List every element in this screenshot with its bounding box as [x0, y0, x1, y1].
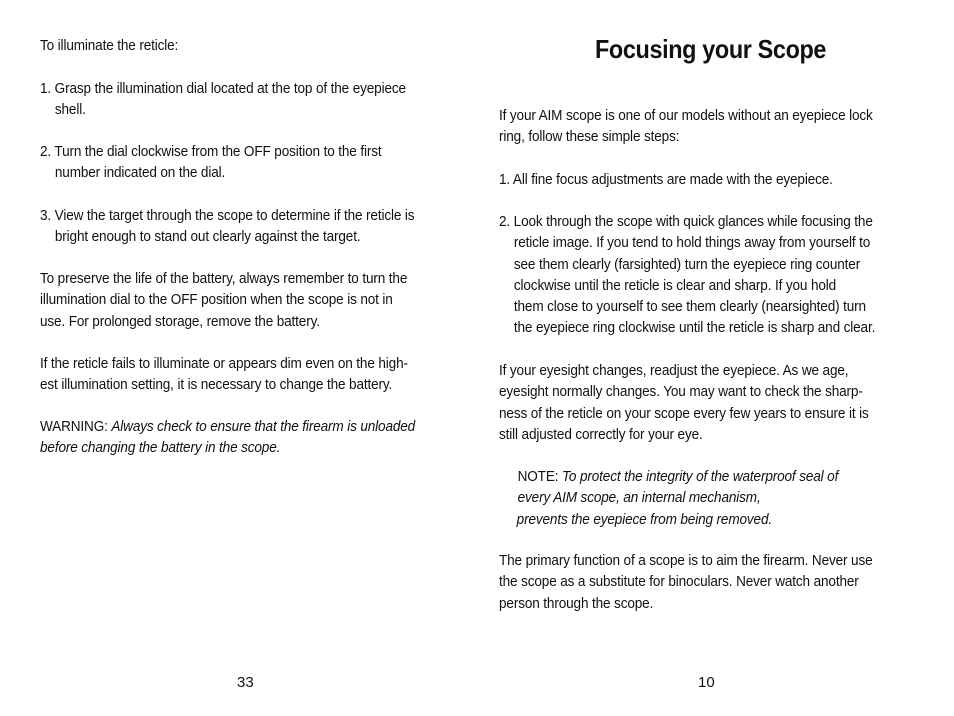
dim-line-2: est illumination setting, it is necessary to change the battery. [40, 377, 393, 394]
eyesight-line-3: ness of the reticle on your scope every few years to ensure it is [499, 405, 869, 422]
step-1-line-2: shell. [54, 102, 86, 119]
note-text-1: To protect the integrity of the waterproof seal of [562, 469, 839, 485]
right-page-number: 10 [698, 674, 715, 691]
eyesight-line-4: still adjusted correctly for your eye. [499, 426, 703, 443]
focus-step-2-line-3: see them clearly (farsighted) turn the eyepiece ring counter [513, 256, 861, 273]
warning-line-1 [40, 417, 460, 438]
step-2-line-1: 2. Turn the dial clockwise from the OFF position to the first [40, 144, 382, 160]
focus-step-2-line-5: them close to yourself to see them clearly (nearsighted) turn [513, 299, 866, 316]
focus-step-2-line-4: clockwise until the reticle is clear and sharp. If you hold [513, 277, 837, 294]
final-line-3: person through the scope. [499, 595, 654, 612]
dim-reticle-paragraph [40, 354, 460, 397]
note-label: NOTE: [517, 469, 563, 485]
final-line-2: the scope as a substitute for binoculars. Never watch another [499, 574, 859, 591]
warning-label: WARNING: [40, 419, 112, 435]
battery-line-2: illumination dial to the OFF position when the scope is not in [40, 292, 393, 309]
final-paragraph [499, 551, 919, 615]
battery-paragraph [40, 269, 460, 333]
illumination-step-2 [40, 142, 460, 185]
illumination-step-3 [40, 206, 460, 249]
focus-step-2-line-2: reticle image. If you tend to hold things away from yourself to [513, 235, 871, 252]
note-line-2: every AIM scope, an internal mechanism, [517, 490, 761, 507]
step-1-line-1: 1. Grasp the illumination dial located at the top of the eyepiece [40, 81, 406, 97]
note-paragraph [499, 467, 919, 531]
note-line-3: prevents the eyepiece from being removed. [516, 511, 772, 528]
warning-text-1: Always check to ensure that the firearm is unloaded [111, 419, 416, 435]
focus-step-2-line-6: the eyepiece ring clockwise until the reticle is sharp and clear. [513, 320, 876, 337]
eyesight-paragraph [499, 361, 919, 446]
focus-step-2 [499, 212, 919, 340]
dim-line-1: If the reticle fails to illuminate or appears dim even on the high- [40, 356, 408, 372]
focus-step-1: 1. All fine focus adjustments are made with the eyepiece. [499, 172, 833, 188]
focus-intro-line-1: If your AIM scope is one of our models without an eyepiece lock [499, 108, 873, 124]
left-page-number: 33 [237, 674, 254, 691]
step-3-line-2: bright enough to stand out clearly against the target. [54, 229, 361, 246]
step-3-line-1: 3. View the target through the scope to determine if the reticle is [40, 208, 415, 224]
eyesight-line-2: eyesight normally changes. You may want to check the sharp- [499, 384, 863, 401]
battery-line-1: To preserve the life of the battery, always remember to turn the [40, 271, 408, 287]
focus-intro-line-2: ring, follow these simple steps: [499, 129, 680, 146]
illumination-step-1 [40, 79, 460, 122]
illumination-intro: To illuminate the reticle: [40, 38, 179, 54]
battery-line-3: use. For prolonged storage, remove the battery. [40, 313, 320, 330]
page-title: Focusing your Scope [595, 34, 827, 64]
focus-intro [499, 106, 919, 149]
warning-paragraph [40, 417, 460, 460]
final-line-1: The primary function of a scope is to aim the firearm. Never use [499, 553, 873, 569]
note-line-1 [499, 467, 919, 488]
eyesight-line-1: If your eyesight changes, readjust the eyepiece. As we age, [499, 363, 849, 379]
step-2-line-2: number indicated on the dial. [54, 165, 226, 182]
warning-line-2: before changing the battery in the scope. [40, 440, 281, 457]
focus-step-2-line-1: 2. Look through the scope with quick glances while focusing the [499, 214, 873, 230]
